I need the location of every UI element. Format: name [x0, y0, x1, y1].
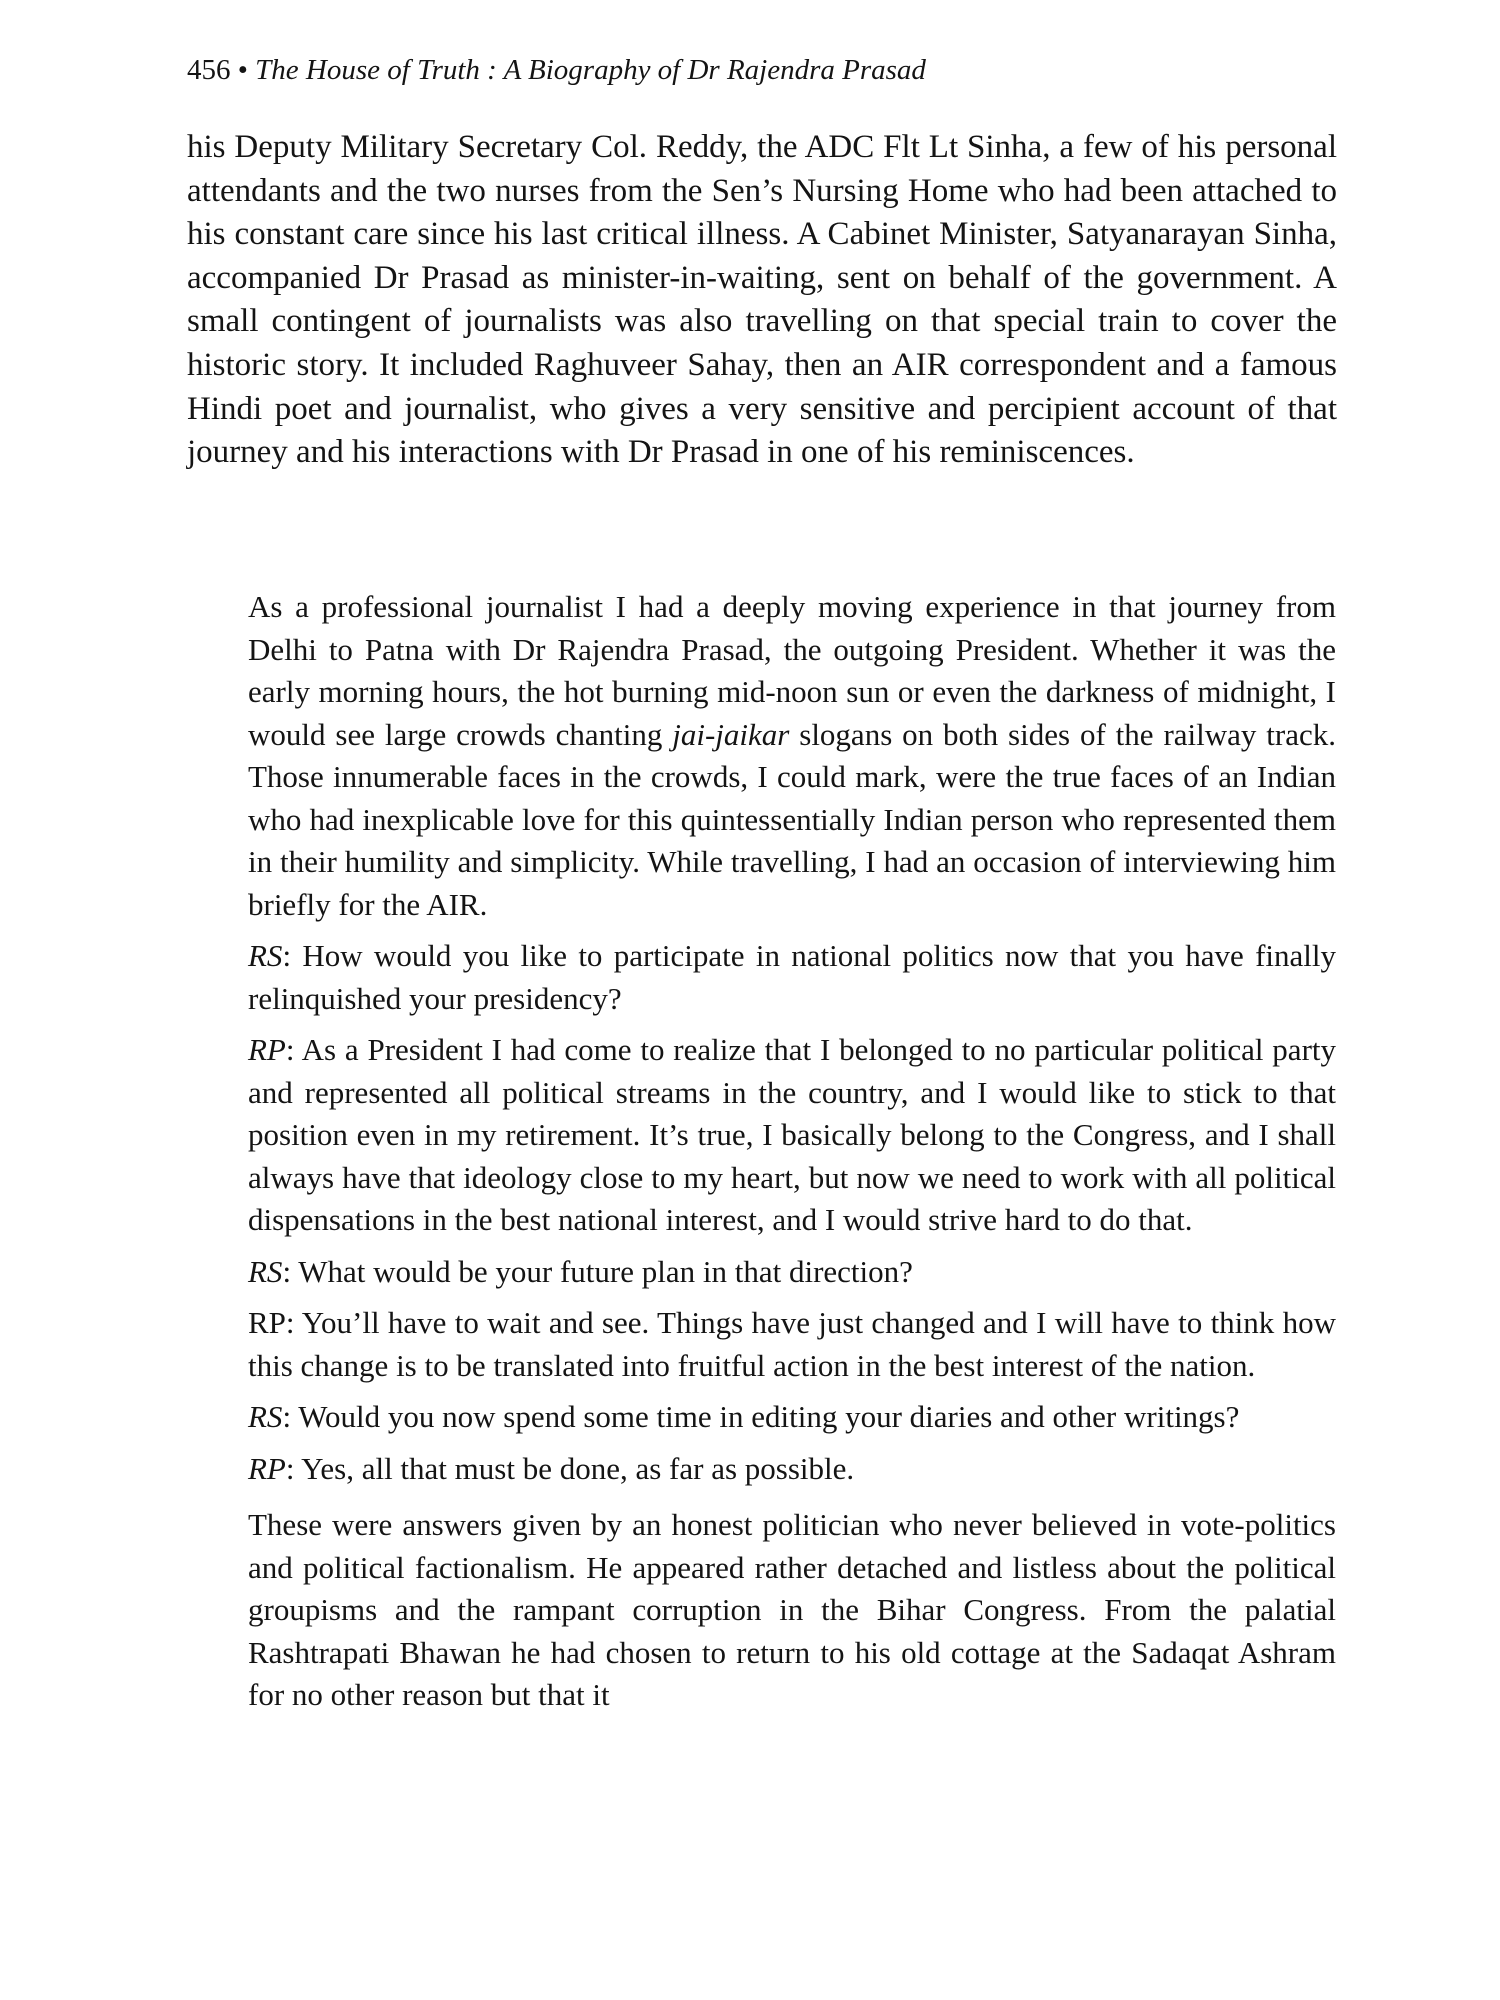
- quote-opening-paragraph: [248, 586, 1336, 926]
- speaker-label: RS: [248, 938, 283, 973]
- running-header: [187, 50, 926, 90]
- header-separator: •: [237, 54, 248, 86]
- interview-text: As a President I had come to realize that I belonged to no particular political party and represented all political streams in the country, and I would like to stick to that position even in my retirement. It’s true, I basically belong to the Congress, and I shall always have that ideology close to my heart, but now we need to work with all political dispensations in the best national interest, and I would strive hard to do that.: [248, 1032, 1337, 1237]
- interview-text: You’ll have to wait and see. Things have just changed and I will have to think how this change is to be translated into fruitful action in the best interest of the nation.: [248, 1305, 1336, 1383]
- book-title: The House of Truth : A Biography of Dr Rajendra Prasad: [255, 54, 926, 86]
- main-text: [187, 126, 1337, 475]
- quote-opening-after-term: slogans on both sides of the railway track. Those innumerable faces in the crowds, I could mark, were the true faces of an Indian who had inexplicable love for this quintessentially Indian person who represented them in their humility and simplicity. While travelling, I had an occasion of interviewing him briefly for the AIR.: [248, 716, 1336, 922]
- intro-paragraph: his Deputy Military Secretary Col. Reddy, the ADC Flt Lt Sinha, a few of his personal attendants and the two nurses from the Sen’s Nursing Home who had been attached to his constant care since his last critical illness. A Cabinet Minister, Satyanarayan Sinha, accompanied Dr Prasad as minister-in-waiting, sent on behalf of the government. A small contingent of journalists was also travelling on that special train to cover the historic story. It included Raghuveer Sahay, then an AIR correspondent and a famous Hindi poet and journalist, who gives a very sensitive and percipient account of that journey and his interactions with Dr Prasad in one of his reminiscences.: [187, 129, 1337, 471]
- page-number: 456: [187, 54, 231, 86]
- interview-question-2: [248, 1251, 1336, 1294]
- interview-answer-1: [248, 1029, 1336, 1242]
- interview-question-1: [248, 935, 1336, 1020]
- speaker-label: RS: [248, 1253, 283, 1289]
- quoted-extract: [248, 586, 1336, 1726]
- speaker-label: RP: [248, 1305, 286, 1340]
- speaker-label: RS: [248, 1399, 283, 1434]
- speaker-label: RP: [248, 1450, 286, 1486]
- speaker-separator: :: [282, 1253, 299, 1289]
- speaker-separator: :: [282, 1399, 299, 1434]
- italic-term: jai-jaikar: [672, 716, 790, 752]
- interview-question-3: [248, 1396, 1336, 1439]
- interview-text: Would you now spend some time in editing your diaries and other writings?: [298, 1399, 1240, 1434]
- interview-answer-2: [248, 1302, 1336, 1387]
- quote-opening-before-term: As a professional journalist I had a deeply moving experience in that journey from Delhi to Patna with Dr Rajendra Prasad, the outgoing President. Whether it was the early morning hours, the hot burning mid-noon sun or even the darkness of midnight, I would see large crowds chanting: [248, 589, 1336, 752]
- interview-text: Yes, all that must be done, as far as possible.: [301, 1450, 855, 1486]
- interview-text: What would be your future plan in that direction?: [298, 1253, 913, 1289]
- speaker-separator: :: [285, 1305, 302, 1340]
- speaker-separator: :: [282, 938, 303, 973]
- speaker-label: RP: [248, 1032, 286, 1067]
- interview-text: How would you like to participate in national politics now that you have finally relinquished your presidency?: [248, 938, 1336, 1016]
- speaker-separator: :: [285, 1032, 302, 1067]
- quote-closing-paragraph: These were answers given by an honest politician who never believed in vote-politics and political factionalism. He appeared rather detached and listless about the political groupisms and the rampant corruption in the Bihar Congress. From the palatial Rashtrapati Bhawan he had chosen to return to his old cottage at the Sadaqat Ashram for no other reason but that it: [248, 1507, 1336, 1712]
- speaker-separator: :: [285, 1450, 302, 1486]
- interview-answer-3: [248, 1448, 1336, 1491]
